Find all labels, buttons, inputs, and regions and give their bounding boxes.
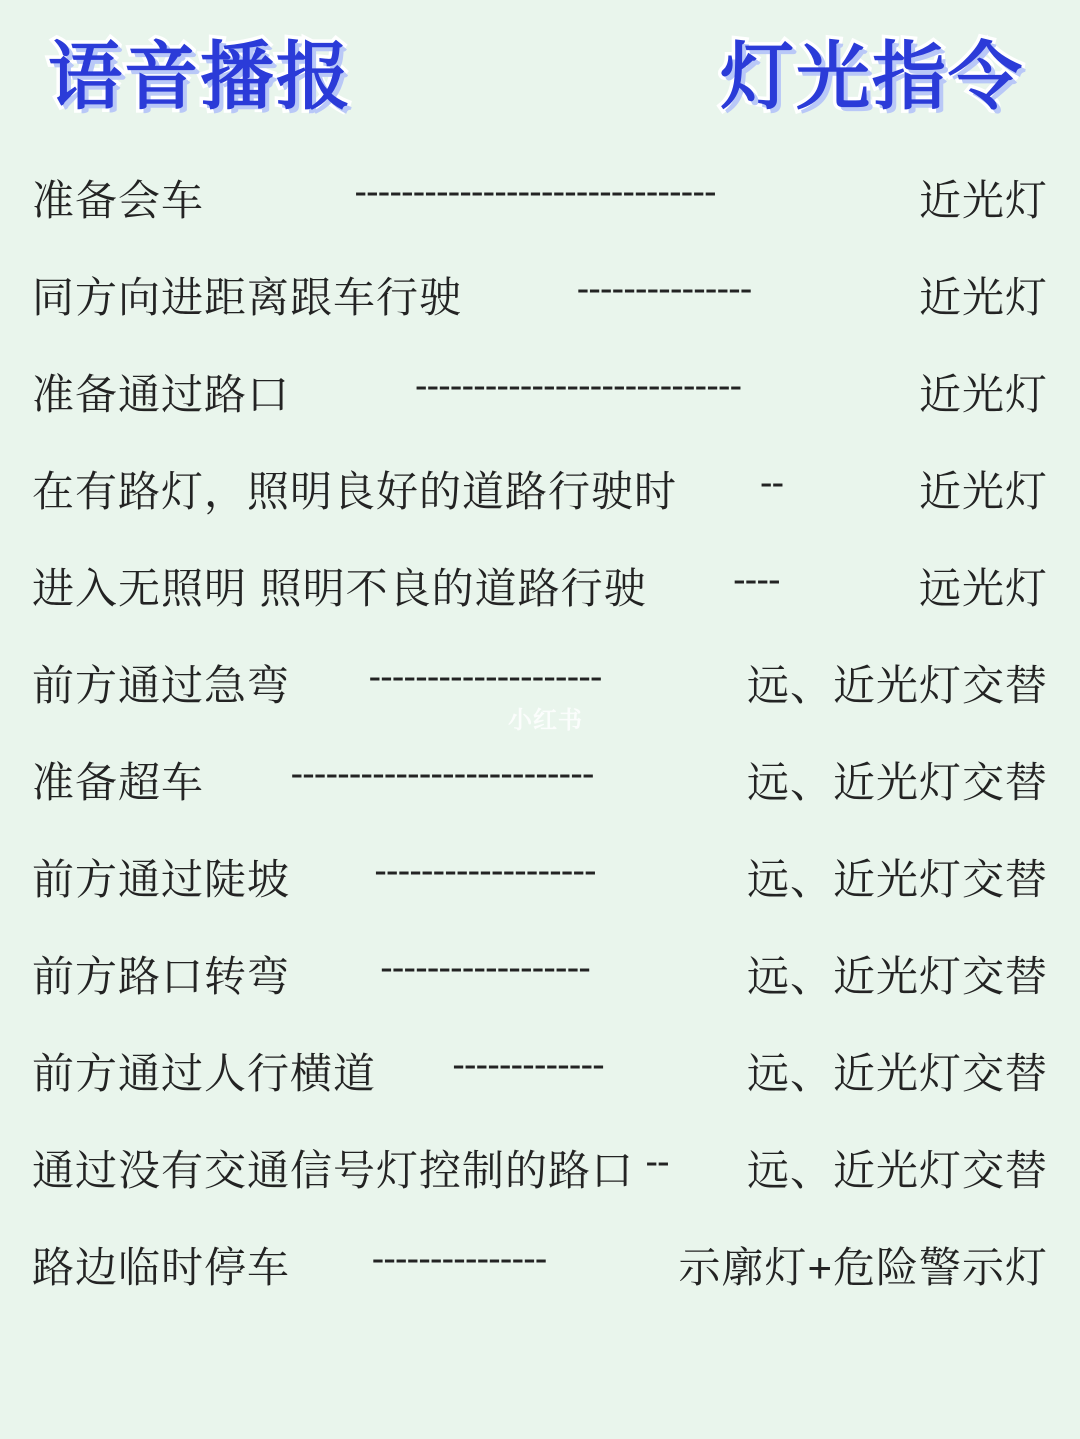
voice-text: 在有路灯，照明良好的道路行驶时 <box>32 468 678 516</box>
light-text: 远、近光灯交替 <box>746 759 1048 807</box>
voice-text: 前方通过急弯 <box>32 662 291 710</box>
voice-text: 准备通过路口 <box>32 371 291 419</box>
table-row <box>14 441 1066 538</box>
dash-connector: -- <box>759 464 784 503</box>
light-text: 示廓灯+危险警示灯 <box>678 1244 1048 1292</box>
dash-connector: -------------------- <box>368 658 602 697</box>
watermark-text: 小红书 <box>508 707 583 734</box>
light-text: 远光灯 <box>918 565 1048 613</box>
table-row <box>14 1023 1066 1120</box>
light-text: 远、近光灯交替 <box>746 953 1048 1001</box>
table-row <box>14 1217 1066 1314</box>
page-title-voice: 语音播报 <box>48 35 352 118</box>
header <box>0 0 1080 116</box>
light-text: 远、近光灯交替 <box>746 856 1048 904</box>
table-row <box>14 635 1066 732</box>
table-row <box>14 732 1066 829</box>
light-text: 远、近光灯交替 <box>746 662 1048 710</box>
table-row <box>14 538 1066 635</box>
light-text: 远、近光灯交替 <box>746 1050 1048 1098</box>
table-row <box>14 247 1066 344</box>
voice-text: 进入无照明 照明不良的道路行驶 <box>32 565 647 613</box>
dash-connector: ------------------ <box>380 949 590 988</box>
dash-connector: ------------- <box>452 1046 604 1085</box>
table-row <box>14 926 1066 1023</box>
voice-text: 准备超车 <box>32 759 205 807</box>
dash-connector: --------------- <box>576 270 752 309</box>
voice-text: 前方通过人行横道 <box>32 1050 377 1098</box>
voice-text: 准备会车 <box>32 177 205 225</box>
dash-connector: -------------------------- <box>290 755 594 794</box>
light-text: 远、近光灯交替 <box>746 1147 1048 1195</box>
light-text: 近光灯 <box>918 371 1048 419</box>
light-text: 近光灯 <box>918 468 1048 516</box>
table-row <box>14 150 1066 247</box>
dash-connector: ---- <box>733 561 780 600</box>
dash-connector: ---------------------------- <box>414 367 742 406</box>
voice-text: 前方通过陡坡 <box>32 856 291 904</box>
table-row <box>14 1120 1066 1217</box>
light-text: 近光灯 <box>918 274 1048 322</box>
voice-text: 前方路口转弯 <box>32 953 291 1001</box>
dash-connector: --------------- <box>371 1240 547 1279</box>
table-row <box>14 344 1066 441</box>
instruction-table <box>0 150 1080 1314</box>
voice-text: 路边临时停车 <box>32 1244 291 1292</box>
table-row <box>14 829 1066 926</box>
dash-connector: -- <box>645 1143 669 1182</box>
dash-connector: ------------------- <box>374 852 596 891</box>
page-title-light: 灯光指令 <box>720 35 1024 118</box>
dash-connector: ------------------------------- <box>354 173 716 212</box>
voice-text: 通过没有交通信号灯控制的路口 <box>32 1147 635 1195</box>
voice-text: 同方向进距离跟车行驶 <box>32 274 463 322</box>
light-text: 近光灯 <box>918 177 1048 225</box>
